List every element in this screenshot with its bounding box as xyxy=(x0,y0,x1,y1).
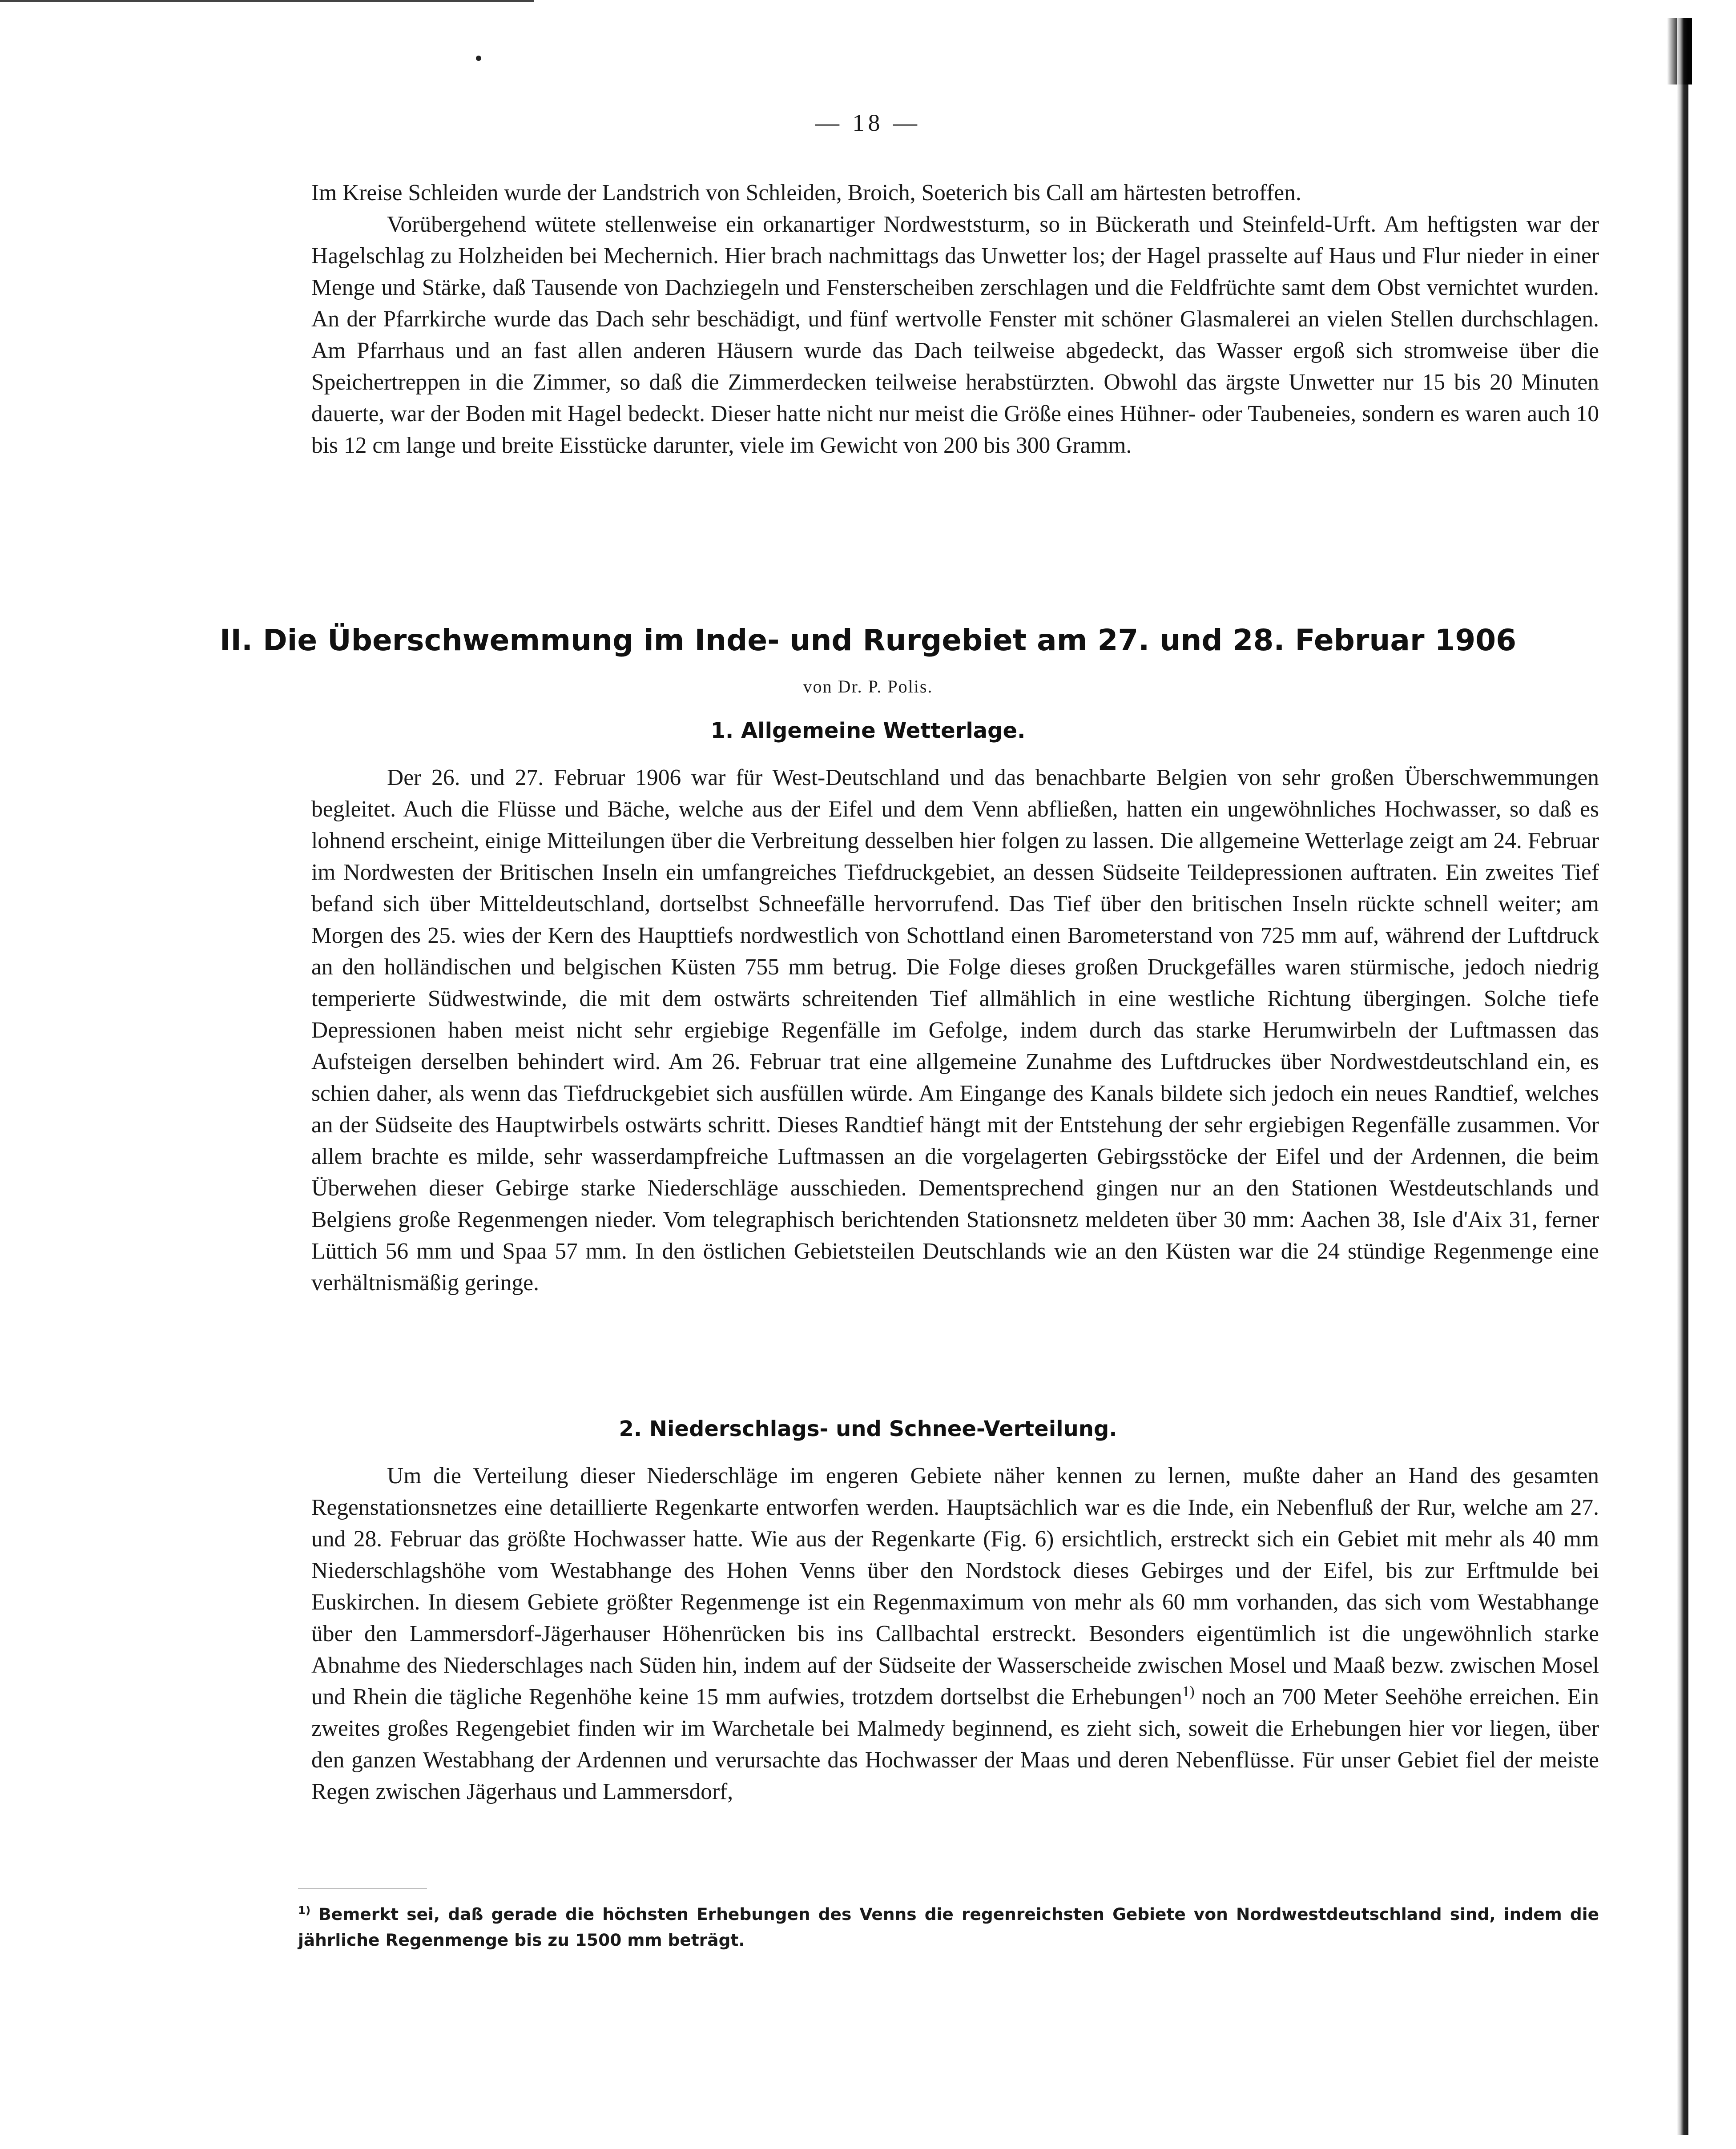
page-number: — 18 — xyxy=(815,109,921,136)
subsection-2-text xyxy=(311,1460,1599,1807)
footnote-text: Bemerkt sei, daß gerade die höchsten Erhebungen des Venns die regenreichsten Gebiete von Nordwestdeutschland sind, indem die jährliche Regenmenge bis zu 1500 mm beträgt. xyxy=(298,1904,1599,1950)
intro-paragraph-2: Vorübergehend wütete stellenweise ein orkanartiger Nordweststurm, so in Bückerath und Steinfeld-Urft. Am heftigsten war der Hagelschlag zu Holzheiden bei Mechernich. Hier brach nachmittags das Unwetter los; der Hagel prasselte auf Haus und Flur nieder in einer Menge und Stärke, daß Tausende von Dachziegeln und Fensterscheiben zerschlagen und die Feldfrüchte samt dem Obst vernichtet wurden. An der Pfarrkirche wurde das Dach sehr beschädigt, und fünf wertvolle Fenster mit schöner Glasmalerei an vielen Stellen durchschlagen. Am Pfarrhaus und an fast allen anderen Häusern wurde das Dach teilweise abgedeckt, das Wasser ergoß sich stromweise über die Speichertreppen in die Zimmer, so daß die Zimmerdecken teilweise herabstürzten. Obwohl das ärgste Unwetter nur 15 bis 20 Minuten dauerte, war der Boden mit Hagel bedeckt. Dieser hatte nicht nur meist die Größe eines Hühner- oder Taubeneies, sondern es waren auch 10 bis 12 cm lange und breite Eisstücke darunter, viele im Gewicht von 200 bis 300 Gramm. xyxy=(311,212,1599,458)
binding-edge xyxy=(1677,18,1688,2135)
intro-paragraph-1: Im Kreise Schleiden wurde der Landstrich von Schleiden, Broich, Soeterich bis Call am härtesten betroffen. xyxy=(311,180,1301,205)
intro-text xyxy=(311,177,1599,461)
section-author: von Dr. P. Polis. xyxy=(803,676,933,696)
subsection-2-paragraph xyxy=(311,1460,1599,1807)
paragraph-part-a: Um die Verteilung dieser Niederschläge im engeren Gebiete näher kennen zu lernen, mußte daher an Hand des gesamten Regenstationsnetzes eine detaillierte Regenkarte entworfen werden. Hauptsächlich war es die Inde, ein Nebenfluß der Rur, welche am 27. und 28. Februar das größte Hochwasser hatte. Wie aus der Regenkarte (Fig. 6) ersichtlich, erstreckt sich ein Gebiet mit mehr als 40 mm Niederschlagshöhe vom Westabhange des Hohen Venns über den Nordstock dieses Gebirges und der Eifel, bis zur Erftmulde bei Euskirchen. In diesem Gebiete größter Regenmenge ist ein Regenmaximum von mehr als 60 mm vorhanden, das sich vom Westabhange über den Lammersdorf-Jägerhauser Höhenrücken bis ins Callbachtal erstreckt. Besonders eigentümlich ist die ungewöhnlich starke Abnahme des Niederschlages nach Süden hin, indem auf der Südseite der Wasserscheide zwischen Mosel und Maaß bezw. zwischen Mosel und Rhein die tägliche Regenhöhe keine 15 mm aufwies, trotzdem dortselbst die Erhebungen xyxy=(311,1463,1599,1710)
subsection-heading-2: 2. Niederschlags- und Schnee-Verteilung. xyxy=(619,1417,1117,1441)
scan-speck xyxy=(476,56,481,61)
scan-top-rule xyxy=(0,0,534,2)
subsection-heading-1: 1. Allgemeine Wetterlage. xyxy=(710,718,1026,743)
section-title: II. Die Überschwemmung im Inde- und Rurgebiet am 27. und 28. Februar 1906 xyxy=(219,623,1517,657)
footnote-mark: 1) xyxy=(298,1904,311,1917)
subsection-1-text xyxy=(311,762,1599,1299)
footnote-rule xyxy=(298,1888,427,1889)
footnote xyxy=(298,1901,1599,1953)
footnote-reference: 1) xyxy=(1182,1683,1195,1700)
paragraph-part-b: noch an 700 Meter Seehöhe erreichen. Ein zweites großes Regengebiet finden wir im Warchetale bei Malmedy beginnend, es zieht sich, soweit die Erhebungen hier vor liegen, über den ganzen Westabhang der Ardennen und verursachte das Hochwasser der Maas und deren Nebenflüsse. Für unser Gebiet fiel der meiste Regen zwischen Jägerhaus und Lammersdorf, xyxy=(311,1684,1599,1804)
subsection-1-paragraph: Der 26. und 27. Februar 1906 war für West-Deutschland und das benachbarte Belgien von sehr großen Überschwemmungen begleitet. Auch die Flüsse und Bäche, welche aus der Eifel und dem Venn abfließen, hatten ein ungewöhnliches Hochwasser, so daß es lohnend erscheint, einige Mitteilungen über die Verbreitung desselben hier folgen zu lassen. Die allgemeine Wetterlage zeigt am 24. Februar im Nordwesten der Britischen Inseln ein umfangreiches Tiefdruckgebiet, an dessen Südseite Teildepressionen auftraten. Ein zweites Tief befand sich über Mitteldeutschland, dortselbst Schneefälle hervorrufend. Das Tief über den britischen Inseln rückte schnell weiter; am Morgen des 25. wies der Kern des Haupttiefs nordwestlich von Schottland einen Barometerstand von 725 mm auf, während der Luftdruck an den holländischen und belgischen Küsten 755 mm betrug. Die Folge dieses großen Druckgefälles waren stürmische, jedoch niedrig temperierte Südwestwinde, die mit dem ostwärts schreitenden Tief allmählich in eine westliche Richtung übergingen. Solche tiefe Depressionen haben meist nicht sehr ergiebige Regenfälle im Gefolge, indem durch das starke Herumwirbeln der Luftmassen das Aufsteigen derselben behindert wird. Am 26. Februar trat eine allgemeine Zunahme des Luftdruckes über Nordwestdeutschland ein, es schien daher, als wenn das Tiefdruckgebiet sich ausfüllen würde. Am Eingange des Kanals bildete sich jedoch ein neues Randtief, welches an der Südseite des Hauptwirbels ostwärts schritt. Dieses Randtief hängt mit der Entstehung der sehr ergiebigen Regenfälle zusammen. Vor allem brachte es milde, sehr wasserdampfreiche Luftmassen an die vorgelagerten Gebirgsstöcke der Eifel und der Ardennen, die beim Überwehen dieser Gebirge starke Niederschläge ausschieden. Dementsprechend gingen nur an den Stationen Westdeutschlands und Belgiens große Regenmengen nieder. Vom telegraphisch berichtenden Stationsnetz meldeten über 30 mm: Aachen 38, Isle d'Aix 31, ferner Lüttich 56 mm und Spaa 57 mm. In den östlichen Gebietsteilen Deutschlands wie an den Küsten war die 24 stündige Regenmenge eine verhältnismäßig geringe. xyxy=(311,765,1599,1296)
